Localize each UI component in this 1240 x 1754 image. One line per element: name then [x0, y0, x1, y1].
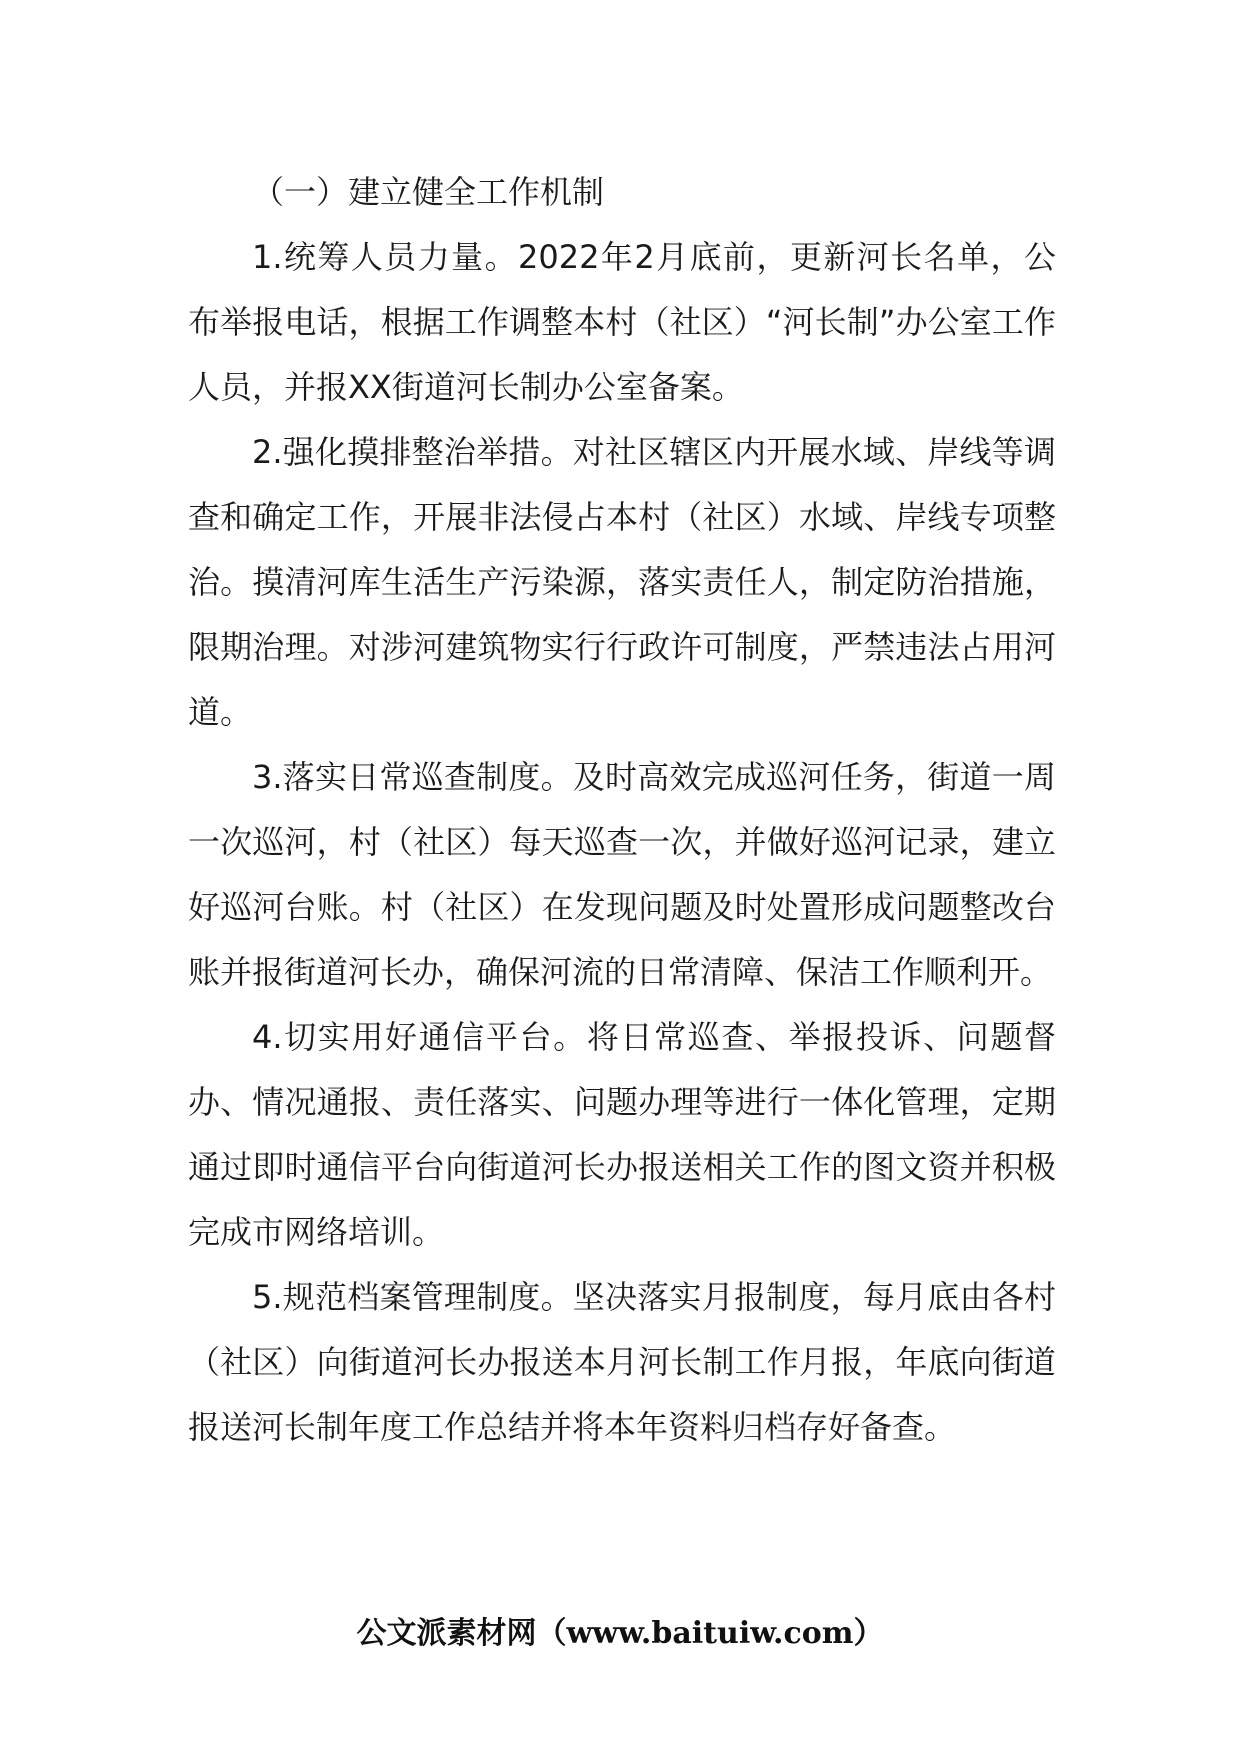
- paragraph-3: 3.落实日常巡查制度。及时高效完成巡河任务，街道一周一次巡河，村（社区）每天巡查一次，并做好巡河记录，建立好巡河台账。村（社区）在发现问题及时处置形成问题整改台账并报街道河长办，确保河流的日常清障、保洁工作顺利开。: [188, 758, 1056, 991]
- footer-watermark-text: 公文派素材网（www.baituiw.com）: [356, 1616, 884, 1651]
- section-heading: （一）建立健全工作机制: [252, 173, 605, 211]
- paragraph-5: 5.规范档案管理制度。坚决落实月报制度，每月底由各村（社区）向街道河长办报送本月河长制工作月报，年底向街道报送河长制年度工作总结并将本年资料归档存好备查。: [188, 1278, 1056, 1446]
- paragraph-4: 4.切实用好通信平台。将日常巡查、举报投诉、问题督办、情况通报、责任落实、问题办理等进行一体化管理，定期通过即时通信平台向街道河长办报送相关工作的图文资并积极完成市网络培训。: [188, 1018, 1056, 1251]
- paragraph-2: 2.强化摸排整治举措。对社区辖区内开展水域、岸线等调查和确定工作，开展非法侵占本村（社区）水域、岸线专项整治。摸清河库生活生产污染源，落实责任人，制定防治措施，限期治理。对涉河建筑物实行行政许可制度，严禁违法占用河道。: [188, 433, 1056, 731]
- paragraph-1: 1.统筹人员力量。2022年2月底前，更新河长名单，公布举报电话，根据工作调整本村（社区）“河长制”办公室工作人员，并报XX街道河长制办公室备案。: [188, 238, 1056, 406]
- document-body: [188, 160, 1056, 1460]
